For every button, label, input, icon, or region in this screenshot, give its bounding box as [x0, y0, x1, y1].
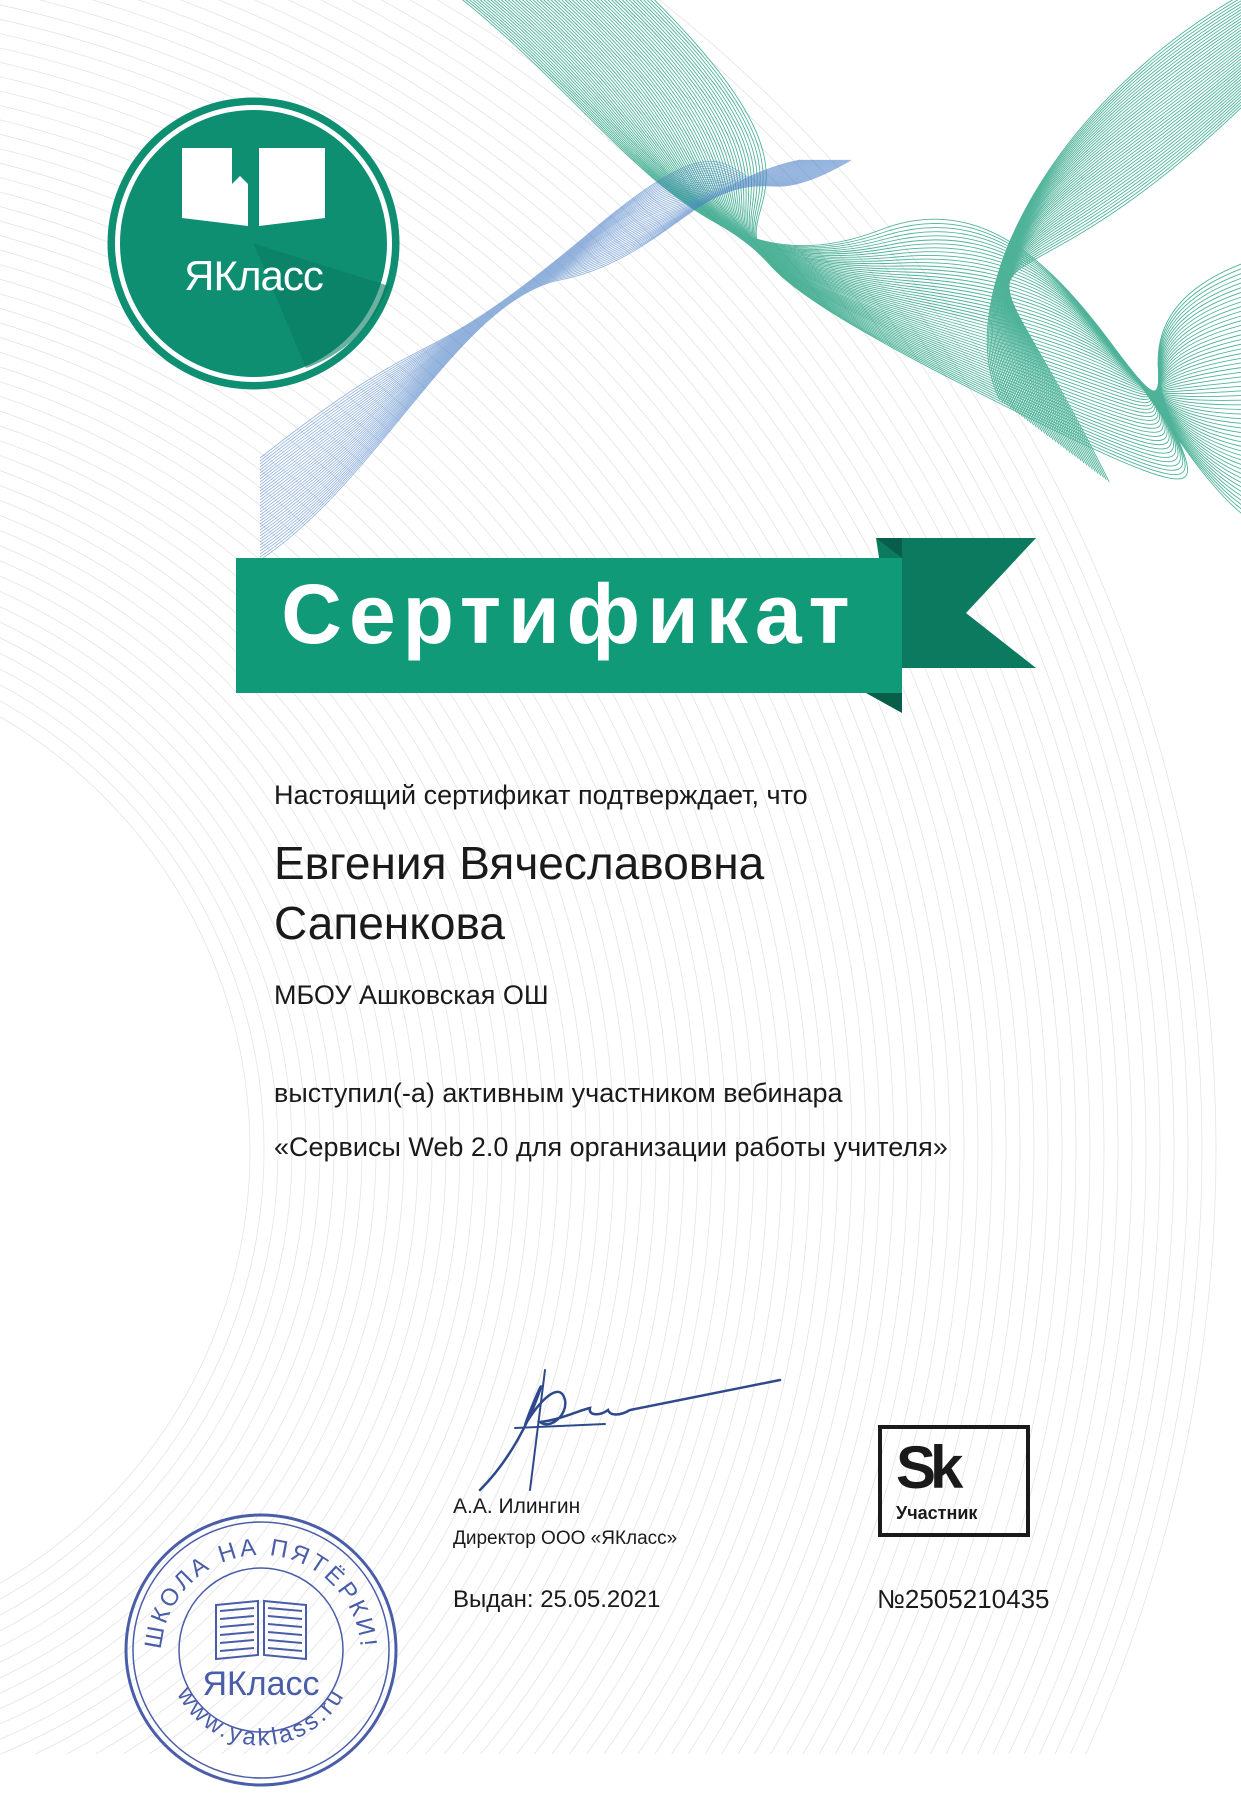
school-name: МБОУ Ашковская ОШ [274, 980, 549, 1010]
director-signature [470, 1350, 790, 1500]
stamp-bottom-text: www.yaklass.ru [171, 1682, 351, 1752]
webinar-title: «Сервисы Web 2.0 для организации работы учителя» [274, 1132, 948, 1162]
confirm-text: Настоящий сертификат подтверждает, что [274, 780, 808, 810]
sk-logo: Sk [896, 1434, 958, 1501]
stamp-top-text: ШКОЛА НА ПЯТЁРКИ! [139, 1533, 382, 1651]
certificate-number: №2505210435 [877, 1584, 1050, 1614]
participation-text: выступил(-а) активным участником вебинара [274, 1078, 843, 1108]
certificate-title: Сертификат [281, 567, 857, 661]
signer-title: Директор ООО «ЯКласс» [453, 1528, 678, 1549]
signer-name: А.А. Илингин [453, 1495, 581, 1518]
issue-date: Выдан: 25.05.2021 [453, 1586, 661, 1613]
recipient-name: Евгения Вячеславовна Сапенкова [274, 837, 765, 949]
skolkovo-badge [878, 1425, 1030, 1537]
yaklass-logo [106, 96, 401, 391]
stamp-book-icon [216, 1601, 306, 1659]
stamp-center-text: ЯКласс [202, 1665, 320, 1703]
logo-text: ЯКласс [184, 252, 323, 299]
sk-label: Участник [896, 1503, 978, 1523]
svg-text:ШКОЛА НА ПЯТЁРКИ! [140, 1534, 382, 1651]
school-stamp [116, 1505, 406, 1795]
